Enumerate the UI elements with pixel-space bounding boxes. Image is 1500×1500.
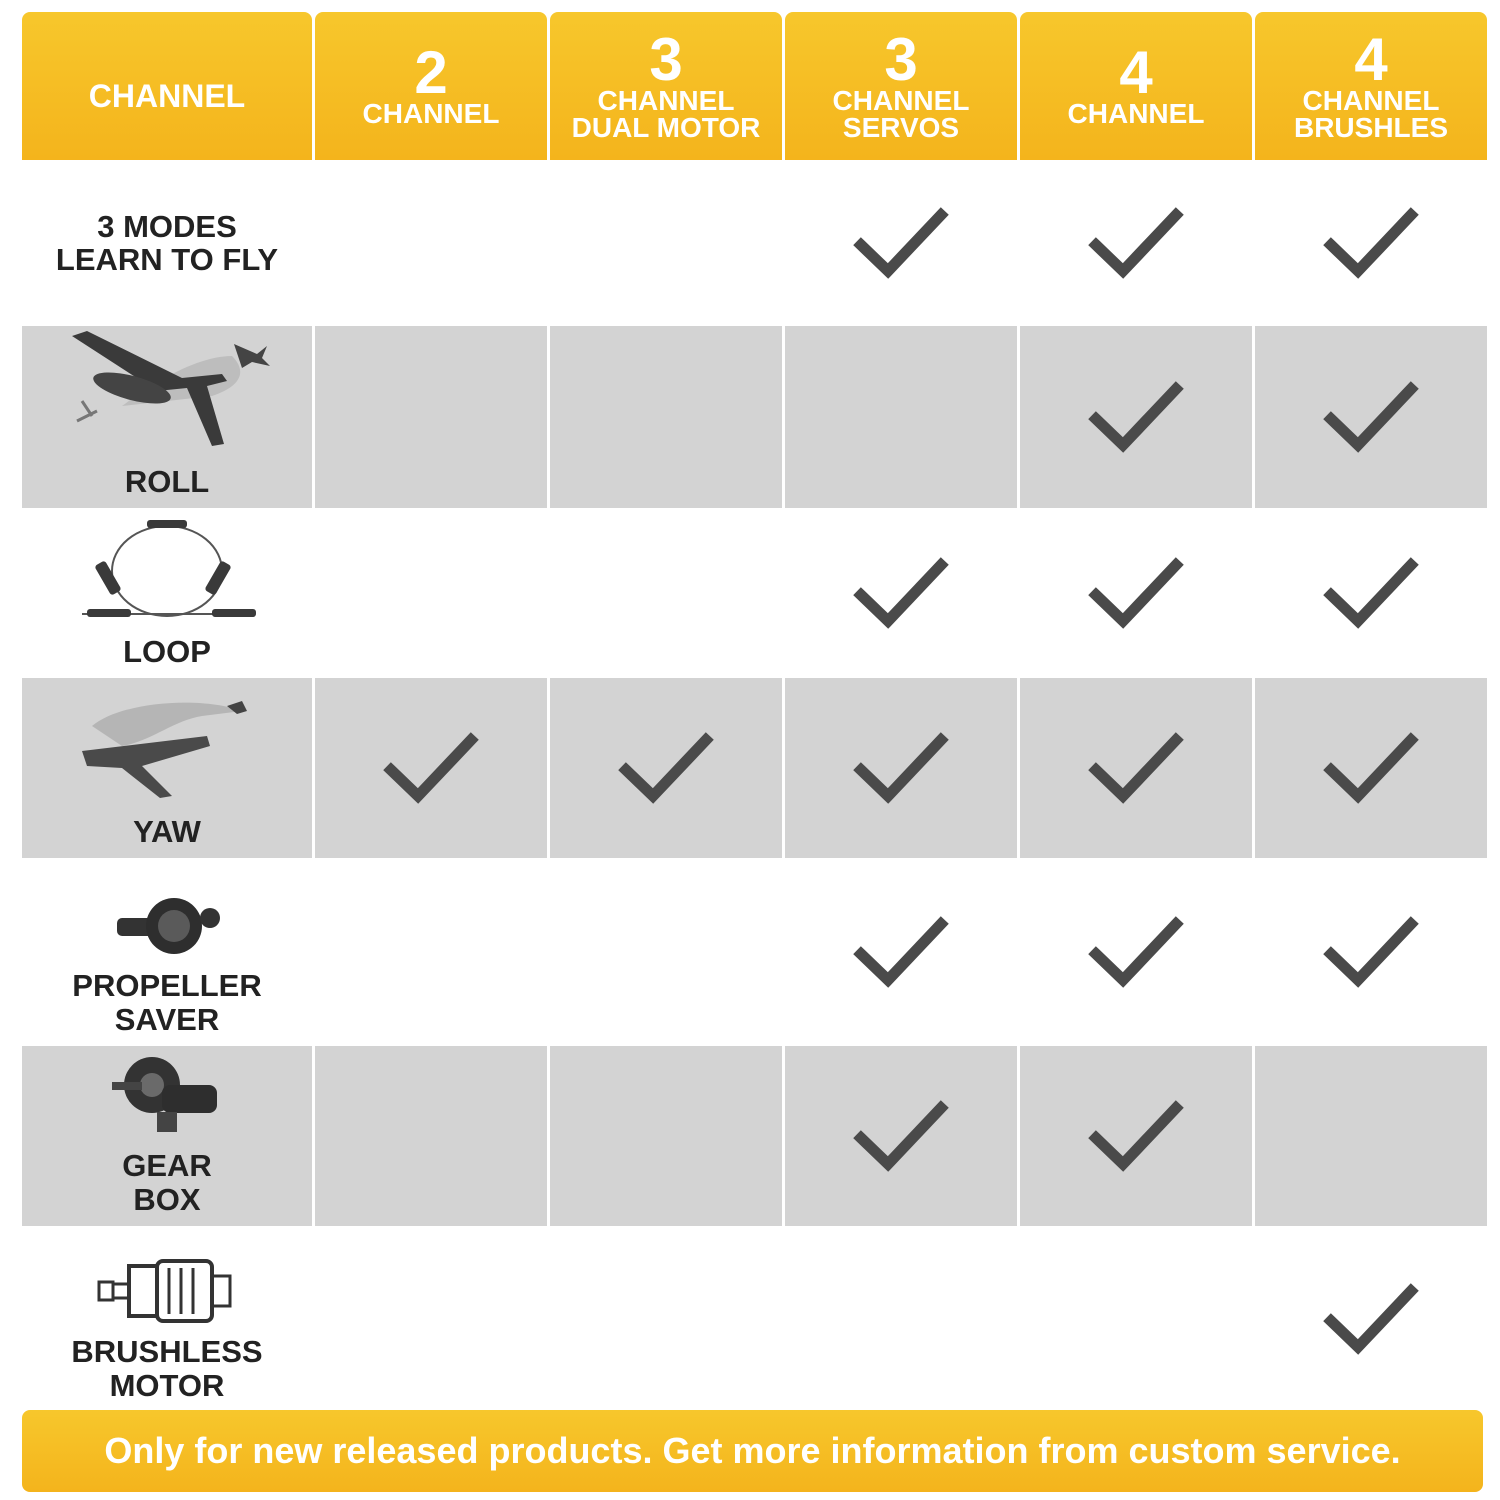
feature-label-line: LOOP <box>123 633 211 669</box>
table-cell <box>785 858 1017 1046</box>
gearbox-icon <box>107 1050 227 1145</box>
feature-label-line: YAW <box>133 813 201 849</box>
check-icon <box>1086 555 1186 635</box>
check-icon <box>1321 1281 1421 1361</box>
table-cell <box>315 160 547 326</box>
feature-cell <box>22 1046 312 1226</box>
feature-label-line: BOX <box>133 1181 201 1217</box>
check-icon <box>1086 379 1186 459</box>
check-icon <box>851 730 951 810</box>
header-line1: CHANNEL <box>832 84 970 116</box>
propeller-saver-icon <box>112 890 222 965</box>
table-cell <box>550 1226 782 1412</box>
footer-banner <box>22 1410 1483 1492</box>
header-channel-text: CHANNEL <box>88 77 246 114</box>
feature-cell <box>22 858 312 1046</box>
table-cell <box>550 858 782 1046</box>
table-cell <box>315 508 547 678</box>
feature-label <box>56 210 278 277</box>
table-cell <box>315 858 547 1046</box>
header-col-3 <box>785 12 1017 160</box>
table-cell <box>1255 1046 1487 1226</box>
header-line1: CHANNEL <box>1067 98 1205 130</box>
header-col-1 <box>315 12 547 160</box>
header-line2: BRUSHLES <box>1293 111 1448 143</box>
feature-label <box>125 465 209 498</box>
table-cell <box>1020 1046 1252 1226</box>
table-cell <box>1020 326 1252 508</box>
table-cell <box>550 678 782 858</box>
table-cell <box>550 508 782 678</box>
check-icon <box>1321 730 1421 810</box>
table-cell <box>1020 678 1252 858</box>
footer-text: Only for new released products. Get more information from custom service. <box>104 1430 1401 1471</box>
header-channel-label <box>22 12 312 160</box>
yaw-plane-icon <box>82 696 252 811</box>
feature-label <box>71 1335 262 1402</box>
table-cell <box>785 326 1017 508</box>
header-line1: CHANNEL <box>597 84 735 116</box>
table-cell <box>1020 508 1252 678</box>
table-cell <box>315 1226 547 1412</box>
table-cell <box>315 1046 547 1226</box>
table-cell <box>1255 326 1487 508</box>
roll-plane-icon <box>62 326 272 461</box>
check-icon <box>851 205 951 285</box>
brushless-motor-icon <box>97 1256 237 1331</box>
feature-label-line: MOTOR <box>109 1367 225 1403</box>
table-cell <box>1020 160 1252 326</box>
feature-label <box>122 1149 212 1216</box>
header-col-5 <box>1255 12 1487 160</box>
table-cell <box>1255 1226 1487 1412</box>
table-cell <box>1255 858 1487 1046</box>
table-cell <box>315 326 547 508</box>
feature-cell <box>22 678 312 858</box>
table-cell <box>1020 1226 1252 1412</box>
table-cell <box>315 678 547 858</box>
check-icon <box>1321 914 1421 994</box>
feature-cell <box>22 1226 312 1412</box>
feature-label-line: GEAR <box>122 1148 212 1184</box>
check-icon <box>1321 555 1421 635</box>
check-icon <box>1086 1098 1186 1178</box>
feature-label <box>123 635 211 668</box>
check-icon <box>851 914 951 994</box>
header-line1: CHANNEL <box>362 98 500 130</box>
table-cell <box>785 1226 1017 1412</box>
check-icon <box>1086 914 1186 994</box>
table-cell <box>1255 160 1487 326</box>
header-number: 3 <box>884 25 918 93</box>
feature-cell <box>22 508 312 678</box>
feature-label-line: PROPELLER <box>72 968 262 1004</box>
feature-label-line: BRUSHLESS <box>71 1334 263 1370</box>
table-cell <box>1255 508 1487 678</box>
check-icon <box>1321 379 1421 459</box>
header-col-4 <box>1020 12 1252 160</box>
header-number: 3 <box>649 25 683 93</box>
feature-label-line: 3 MODES <box>97 208 237 244</box>
table-cell <box>785 678 1017 858</box>
feature-label-line: LEARN TO FLY <box>55 242 279 277</box>
feature-cell <box>22 326 312 508</box>
comparison-table <box>22 12 1483 1412</box>
table-cell <box>550 1046 782 1226</box>
header-col-2 <box>550 12 782 160</box>
table-cell <box>785 160 1017 326</box>
header-number: 4 <box>1354 25 1388 93</box>
header-line1: CHANNEL <box>1302 84 1440 116</box>
check-icon <box>381 730 481 810</box>
check-icon <box>1086 730 1186 810</box>
check-icon <box>851 555 951 635</box>
feature-label <box>72 969 261 1036</box>
table-cell <box>1020 858 1252 1046</box>
feature-label <box>133 815 201 848</box>
table-cell <box>550 160 782 326</box>
loop-plane-icon <box>67 516 267 631</box>
feature-label-line: ROLL <box>124 463 210 499</box>
check-icon <box>616 730 716 810</box>
header-line2: SERVOS <box>842 111 960 143</box>
check-icon <box>851 1098 951 1178</box>
table-cell <box>785 508 1017 678</box>
check-icon <box>1321 205 1421 285</box>
feature-label-line: SAVER <box>114 1001 220 1037</box>
table-cell <box>785 1046 1017 1226</box>
check-icon <box>1086 205 1186 285</box>
feature-cell <box>22 160 312 326</box>
table-cell <box>550 326 782 508</box>
header-line2: DUAL MOTOR <box>571 111 761 143</box>
header-number: 4 <box>1119 39 1153 107</box>
header-number: 2 <box>414 39 448 107</box>
table-cell <box>1255 678 1487 858</box>
